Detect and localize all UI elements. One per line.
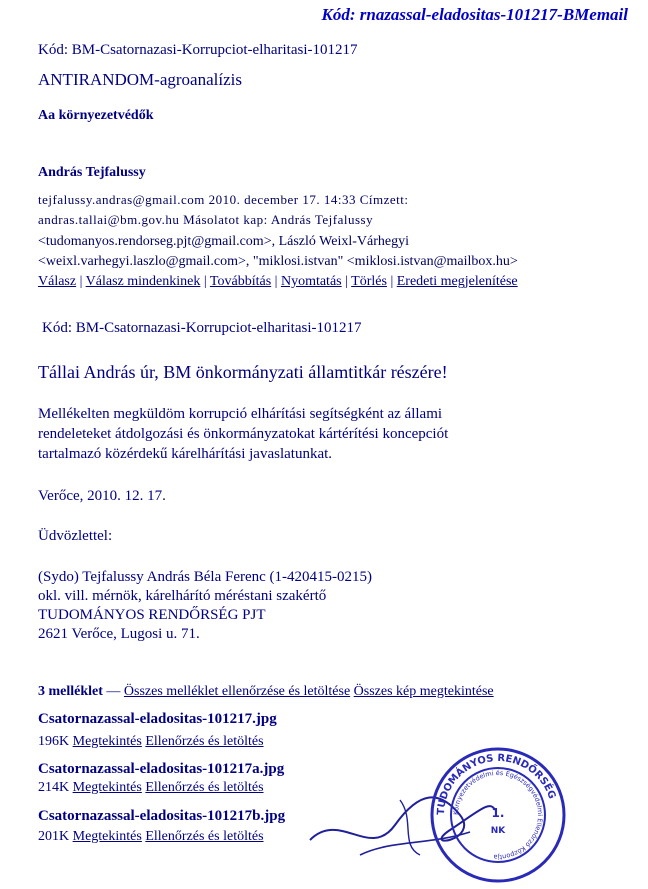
- subject-title: ANTIRANDOM-agroanalízis: [38, 70, 242, 89]
- sender-name: András Tejfalussy: [38, 165, 146, 180]
- stamp-inner-text: Környezetvédelmi és Egészségvédelmi Ellenőrző Központja: [451, 768, 545, 862]
- separator: |: [345, 274, 348, 289]
- attachment-size: 201K: [38, 829, 70, 844]
- email-meta-cc2: <weixl.varhegyi.laszlo@gmail.com>, "miklosi.istvan" <miklosi.istvan@mailbox.hu>: [38, 254, 518, 269]
- print-link[interactable]: Nyomtatás: [280, 274, 342, 289]
- email-meta-cc1: <tudomanyos.rendorseg.pjt@gmail.com>, László Weixl-Várhegyi: [38, 234, 409, 249]
- email-actions: [38, 274, 518, 290]
- signature-address: 2621 Verőce, Lugosi u. 71.: [38, 626, 200, 642]
- group-name: Aa környezetvédők: [38, 108, 154, 123]
- delete-link[interactable]: Törlés: [351, 274, 387, 289]
- greeting: Üdvözlettel:: [38, 528, 113, 544]
- attachment-actions: [38, 734, 264, 750]
- separator: |: [203, 274, 207, 289]
- show-original-link[interactable]: Eredeti megjelenítése: [396, 274, 518, 289]
- reply-link[interactable]: Válasz: [38, 274, 77, 289]
- download-attachment-link[interactable]: Ellenőrzés és letöltés: [145, 734, 264, 749]
- body-code-line: Kód: BM-Csatornazasi-Korrupciot-elharitasi-101217: [42, 320, 362, 336]
- attachments-header: [38, 684, 494, 700]
- check-all-attachments-link[interactable]: Összes melléklet ellenőrzése és letöltése: [123, 684, 351, 699]
- attachment-size: 214K: [38, 780, 70, 795]
- separator: |: [274, 274, 278, 289]
- attachment-size: 196K: [38, 734, 70, 749]
- download-attachment-link[interactable]: Ellenőrzés és letöltés: [145, 829, 264, 844]
- place-date: Verőce, 2010. 12. 17.: [38, 488, 166, 504]
- attachment-actions: [38, 780, 264, 796]
- document-code-header: Kód: rnazassal-eladositas-101217-BMemail: [321, 5, 628, 24]
- email-meta-to: andras.tallai@bm.gov.hu Másolatot kap: András Tejfalussy: [38, 212, 374, 227]
- reply-all-link[interactable]: Válasz mindenkinek: [85, 274, 201, 289]
- separator: |: [390, 274, 394, 289]
- view-all-images-link[interactable]: Összes kép megtekintése: [353, 684, 494, 699]
- signature-title: okl. vill. mérnök, kárelhárító méréstani szakértő: [38, 588, 327, 604]
- body-line-3: tartalmazó közérdekű kárelhárítási javaslatunkat.: [38, 446, 333, 462]
- download-attachment-link[interactable]: Ellenőrzés és letöltés: [145, 780, 264, 795]
- forward-link[interactable]: Továbbítás: [209, 274, 272, 289]
- email-meta-from: tejfalussy.andras@gmail.com 2010. december 17. 14:33 Címzett:: [38, 192, 409, 207]
- official-stamp: [428, 745, 568, 885]
- code-line: Kód: BM-Csatornazasi-Korrupciot-elharitasi-101217: [38, 42, 358, 58]
- view-attachment-link[interactable]: Megtekintés: [72, 829, 142, 844]
- view-attachment-link[interactable]: Megtekintés: [72, 780, 142, 795]
- attachment-name: Csatornazassal-eladositas-101217.jpg: [38, 711, 277, 727]
- stamp-number: 1.: [491, 806, 505, 820]
- salutation: Tállai András úr, BM önkormányzati államtitkár részére!: [38, 362, 448, 382]
- attachment-name: Csatornazassal-eladositas-101217a.jpg: [38, 761, 285, 777]
- attachments-count: 3 melléklet: [38, 684, 103, 699]
- attachment-actions: [38, 829, 264, 845]
- body-line-1: Mellékelten megküldöm korrupció elhárítási segítségként az állami: [38, 406, 443, 422]
- signature-org: TUDOMÁNYOS RENDŐRSÉG PJT: [38, 607, 266, 623]
- signature-name: (Sydo) Tejfalussy András Béla Ferenc (1-420415-0215): [38, 569, 373, 585]
- attachments-dash: —: [106, 684, 121, 699]
- body-line-2: rendeleteket átdolgozási és önkormányzatokat kártérítési koncepciót: [38, 426, 449, 442]
- attachment-name: Csatornazassal-eladositas-101217b.jpg: [38, 808, 286, 824]
- separator: |: [79, 274, 83, 289]
- stamp-initials: NK: [490, 826, 506, 836]
- view-attachment-link[interactable]: Megtekintés: [72, 734, 142, 749]
- stamp-ring-text: TUDOMÁNYOS RENDŐRSÉG: [435, 752, 558, 816]
